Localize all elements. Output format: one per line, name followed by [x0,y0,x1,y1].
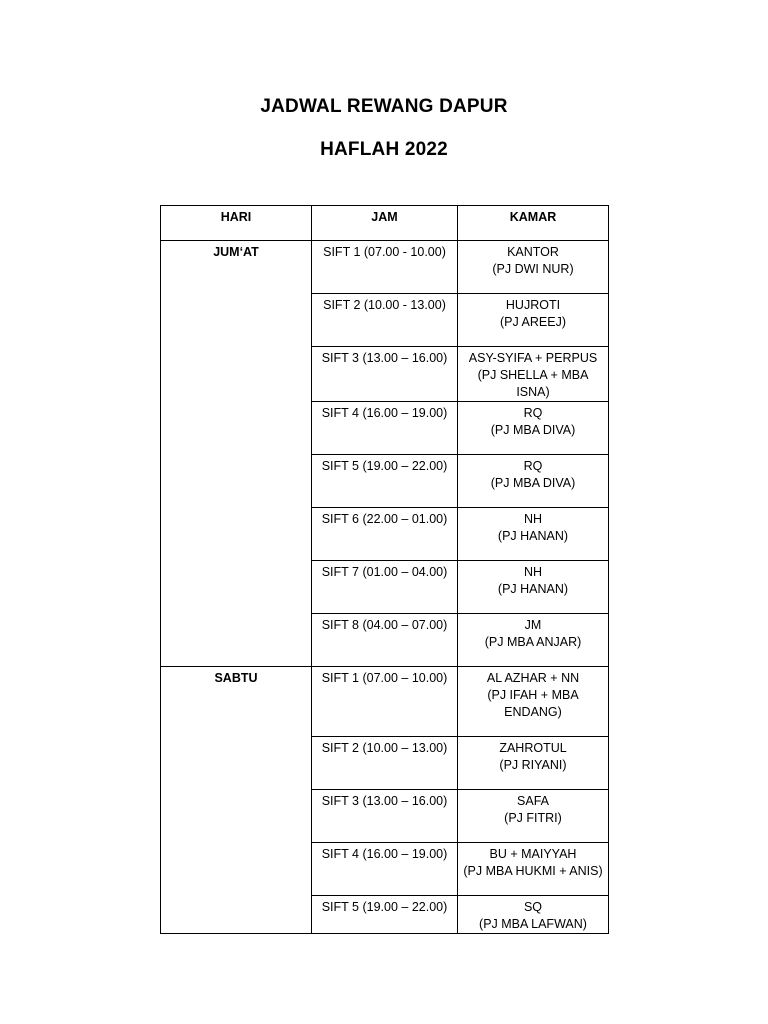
kamar-cell [458,561,609,614]
table-header-row [161,206,609,241]
kamar-line: (PJ FITRI) [504,811,562,825]
kamar-line: (PJ HANAN) [497,529,569,543]
document-subtitle: HAFLAH 2022 [320,139,448,160]
kamar-cell [458,790,609,843]
table-row [161,241,609,294]
shift-cell: SIFT 5 (19.00 – 22.00) [312,896,458,934]
kamar-cell [458,455,609,508]
kamar-line: (PJ RIYANI) [499,758,567,772]
shift-cell: SIFT 4 (16.00 – 19.00) [312,402,458,455]
header-jam: JAM [312,206,458,241]
kamar-line: RQ [523,406,543,420]
shift-cell: SIFT 7 (01.00 – 04.00) [312,561,458,614]
kamar-line: (PJ MBA HUKMI + ANIS) [463,864,603,878]
kamar-cell [458,737,609,790]
kamar-cell [458,843,609,896]
kamar-cell [458,294,609,347]
shift-cell: SIFT 3 (13.00 – 16.00) [312,347,458,402]
kamar-line: (PJ MBA LAFWAN) [479,917,587,931]
kamar-line: KANTOR [507,245,559,259]
kamar-line: (PJ AREEJ) [500,315,566,329]
kamar-line: (PJ MBA DIVA) [490,423,576,437]
kamar-cell [458,347,609,402]
shift-cell: SIFT 1 (07.00 – 10.00) [312,667,458,737]
kamar-line: (PJ SHELLA + MBA ISNA) [477,368,589,399]
document-title: JADWAL REWANG DAPUR [260,96,508,117]
kamar-cell [458,896,609,934]
kamar-line: (PJ DWI NUR) [492,262,574,276]
kamar-line: (PJ IFAH + MBA [487,688,579,702]
kamar-line: ENDANG) [504,705,562,719]
kamar-line: NH [523,565,543,579]
kamar-line: NH [523,512,543,526]
day-cell: SABTU [161,667,312,934]
schedule-table [160,205,609,934]
kamar-line: BU + MAIYYAH [489,847,577,861]
kamar-line: RQ [523,459,543,473]
kamar-line: ASY-SYIFA + PERPUS [468,351,598,365]
table-row [161,667,609,737]
day-cell: JUM‘AT [161,241,312,667]
shift-cell: SIFT 6 (22.00 – 01.00) [312,508,458,561]
shift-cell: SIFT 2 (10.00 - 13.00) [312,294,458,347]
kamar-line: SAFA [517,794,549,808]
kamar-line: (PJ MBA ANJAR) [484,635,582,649]
kamar-cell [458,241,609,294]
kamar-line: HUJROTI [505,298,561,312]
shift-cell: SIFT 5 (19.00 – 22.00) [312,455,458,508]
kamar-line: AL AZHAR + NN [486,671,580,685]
shift-cell: SIFT 2 (10.00 – 13.00) [312,737,458,790]
kamar-cell [458,508,609,561]
kamar-line: (PJ HANAN) [497,582,569,596]
header-hari: HARI [161,206,312,241]
kamar-cell [458,667,609,737]
kamar-cell [458,402,609,455]
shift-cell: SIFT 4 (16.00 – 19.00) [312,843,458,896]
shift-cell: SIFT 1 (07.00 - 10.00) [312,241,458,294]
kamar-line: JM [524,618,542,632]
kamar-line: ZAHROTUL [499,741,567,755]
kamar-line: (PJ MBA DIVA) [490,476,576,490]
header-kamar: KAMAR [458,206,609,241]
shift-cell: SIFT 3 (13.00 – 16.00) [312,790,458,843]
shift-cell: SIFT 8 (04.00 – 07.00) [312,614,458,667]
kamar-line: SQ [523,900,543,914]
kamar-cell [458,614,609,667]
